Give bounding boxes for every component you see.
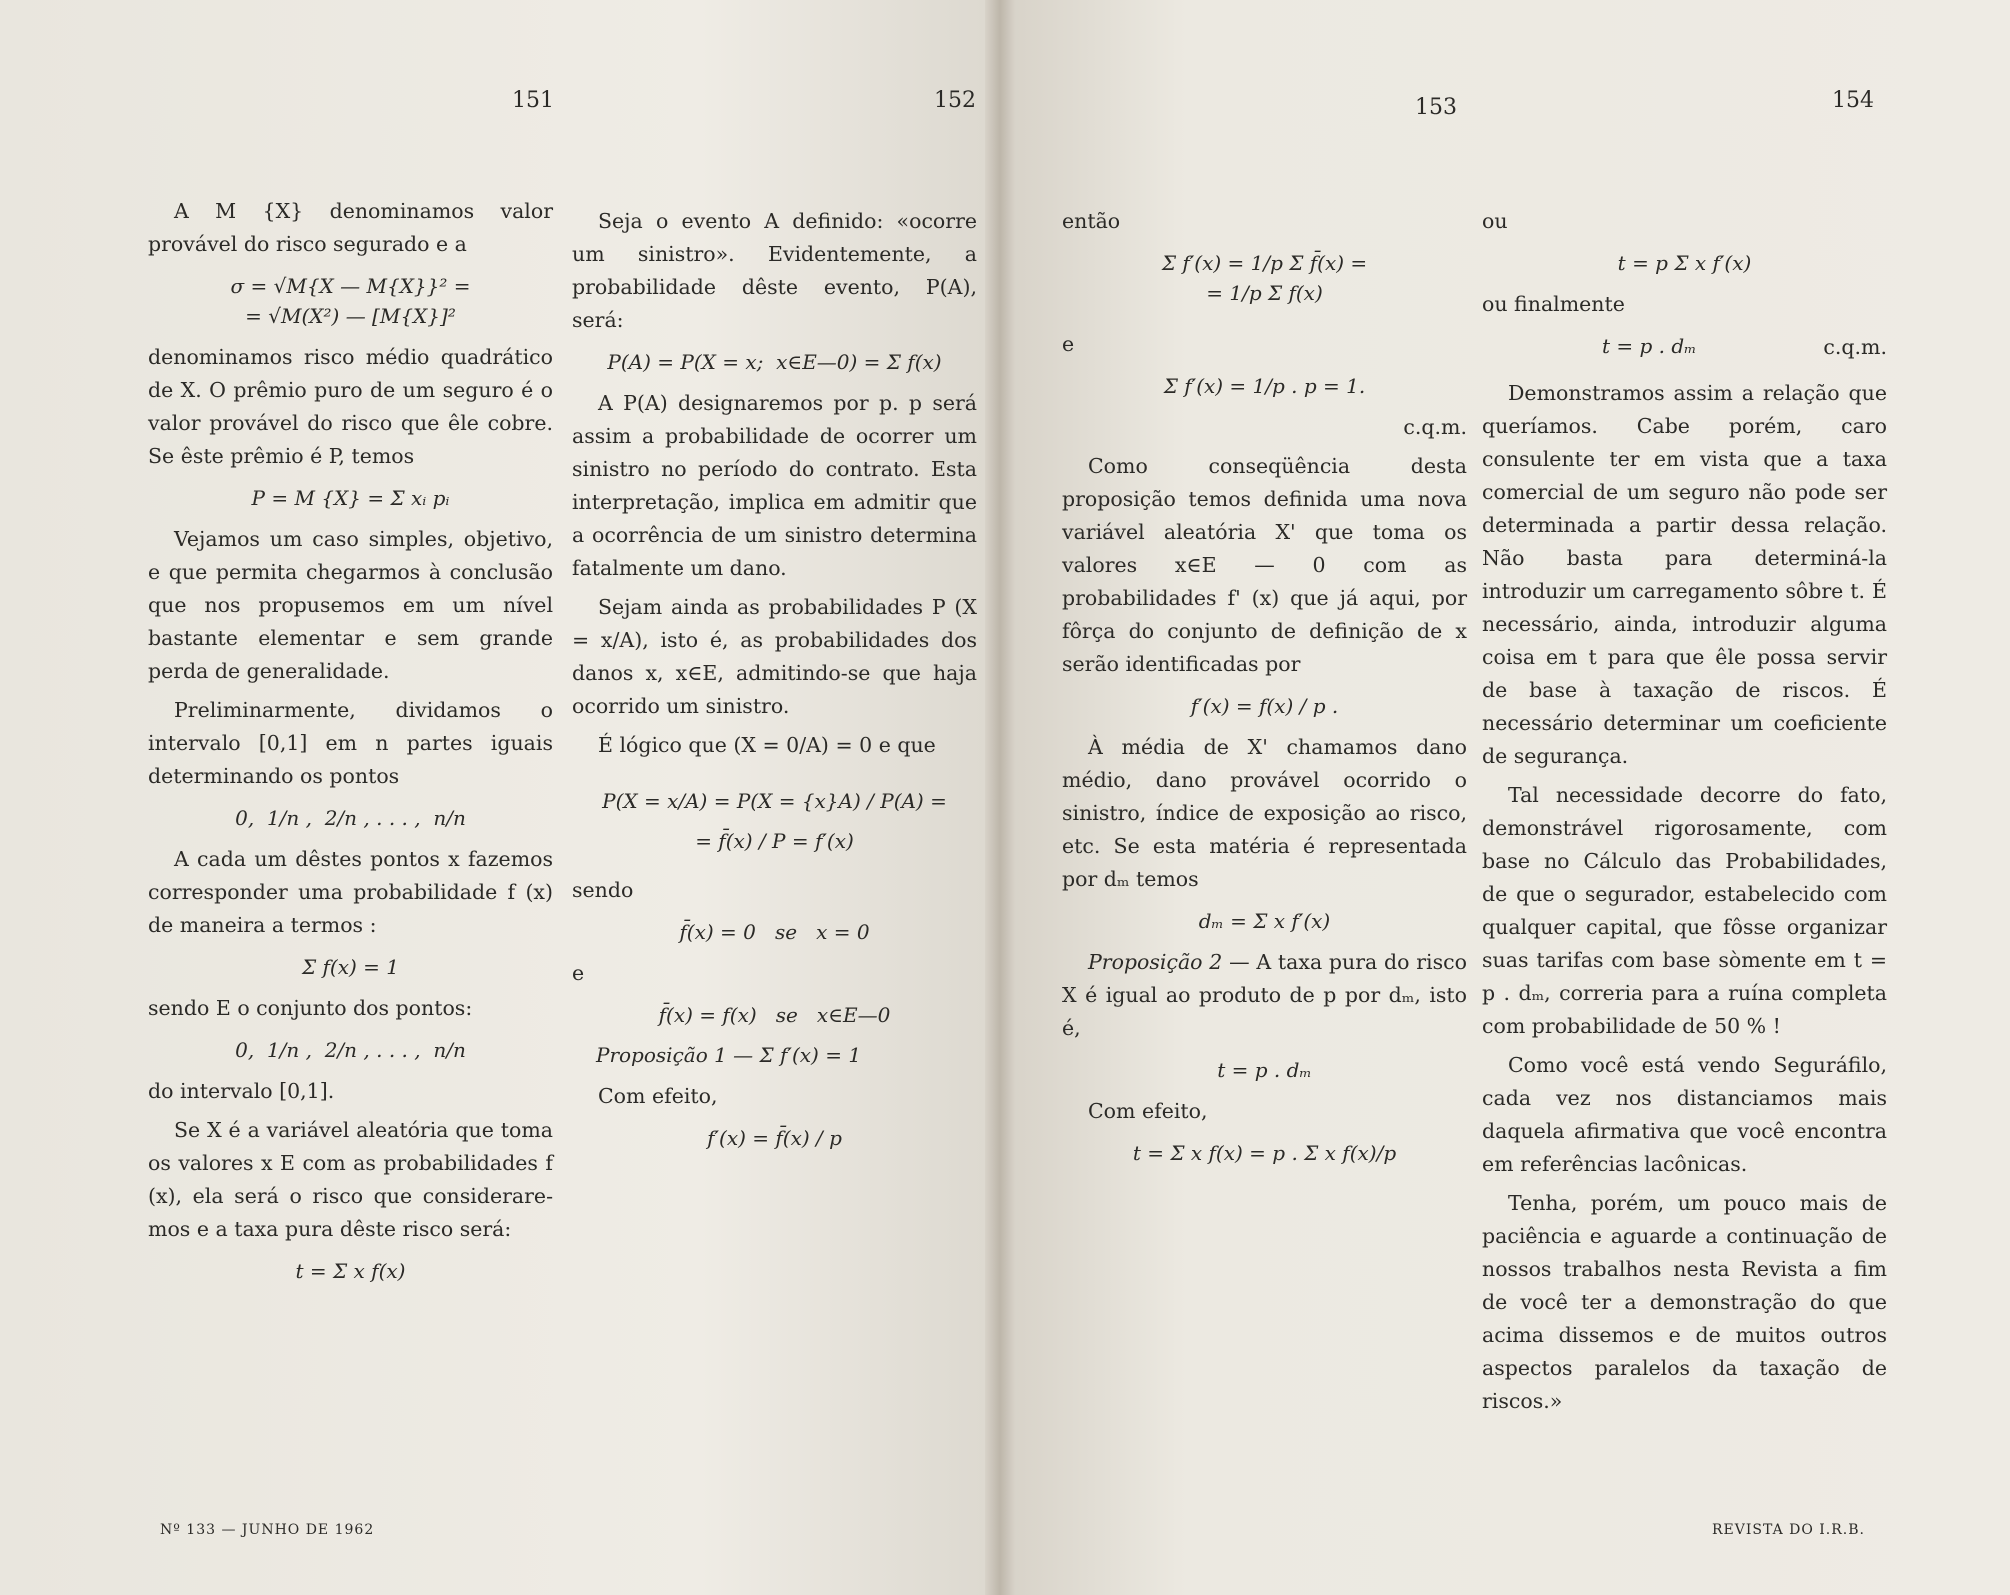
paragraph: então [1062, 209, 1121, 233]
cqm: c.q.m. [1823, 335, 1887, 359]
book-gutter [985, 0, 1015, 1595]
page-number-153: 153 [1415, 95, 1457, 120]
equation-sum-f-prime: Σ f′(x) = 1/p Σ f̄(x) = = 1/p Σ f(x) [1161, 251, 1368, 305]
page-number-152: 152 [934, 88, 976, 113]
equation-premium: P = M {X} = Σ xᵢ pᵢ [251, 486, 450, 510]
paragraph: À média de X' chamamos dano médio, dano provável ocorrido o sinistro, índice de exposição ao risco, etc. Se esta matéria é representada por dₘ temos [1062, 735, 1467, 891]
paragraph: Vejamos um caso simples, objetivo, e que permita chegarmos à conclusão que nos propusemos em um nível bastante elementar e sem grande perda de generalidade. [148, 527, 553, 683]
paragraph: ou [1482, 209, 1508, 233]
paragraph: Como você está vendo Seguráfilo, cada vez nos distanciamos mais daquela afirmativa que você encontra em referências lacônicas. [1482, 1053, 1887, 1176]
equation-final: t = p . dₘ [1602, 334, 1697, 358]
equation-conditional: P(X = x/A) = P(X = {x}A) / P(A) = [602, 789, 947, 813]
paragraph: Tenha, porém, um pouco mais de paciência e aguarde a continuação de nossos trabalhos nesta Revista a fim de você ter a demonstração do que acima dissemos e de muitos outros aspectos paralelos da taxação de riscos.» [1482, 1191, 1887, 1413]
paragraph: Sejam ainda as probabilidades P (X = x/A), isto é, as probabilidades dos danos x, x∈E, admitindo-se que haja ocorrido um sinistro. [572, 595, 977, 718]
paragraph: É lógico que (X = 0/A) = 0 e que [598, 733, 936, 757]
equation-sigma: σ = √M{X — M{X}}² = = √M(X²) — [M{X}]² [230, 274, 471, 328]
paragraph: Como conseqüência desta proposição temos definida uma nova variável aleatória X' que toma os valores x∈E — 0 com as probabilidades f' (x) que já aqui, por fôrça do conjunto de definição de x serão identificadas por [1062, 454, 1467, 676]
paragraph: e [572, 961, 585, 985]
equation-f-prime-identified: f′(x) = f(x) / p . [1190, 694, 1339, 718]
paragraph: A M {X} denominamos valor provável do risco segurado e a [148, 199, 553, 256]
equation-f-bar-f: f̄(x) = f(x) se x∈E—0 [658, 1003, 891, 1027]
equation-f-prime: = f̄(x) / P = f′(x) [695, 829, 854, 853]
equation-points-2: 0, 1/n , 2/n , . . . , n/n [235, 1038, 466, 1062]
equation-taxa-pura: t = Σ x f(x) [295, 1259, 406, 1283]
paragraph: A cada um dêstes pontos x fazemos corresponder uma probabilidade f (x) de maneira a termos : [148, 847, 553, 937]
equation-f-bar-zero: f̄(x) = 0 se x = 0 [679, 920, 870, 944]
proposition-label: Proposição 1 [596, 1043, 727, 1067]
paragraph: denominamos risco médio quadrático de X. O prêmio puro de um seguro é o valor provável do risco que êle cobre. Se êste prêmio é P, temos [148, 345, 553, 468]
column-page-152 [572, 205, 977, 1163]
equation-prob-a: P(A) = P(X = x; x∈E—0) = Σ f(x) [607, 350, 942, 374]
paragraph: do intervalo [0,1]. [148, 1079, 335, 1103]
equation-t-expand: t = Σ x f(x) = p . Σ x f(x)/p [1132, 1141, 1397, 1165]
paragraph: sendo E o conjunto dos pontos: [148, 996, 473, 1020]
final-equation-row [1482, 327, 1887, 365]
paragraph: Se X é a variável aleatória que toma os valores x E com as probabilidades f (x), ela será o risco que consideraremos e a taxa pura dêste risco será: [148, 1118, 553, 1241]
page-number-151: 151 [512, 88, 554, 113]
equation-sum-equals-one: Σ f′(x) = 1/p . p = 1. [1163, 374, 1366, 398]
proposition-1 [572, 1040, 977, 1070]
footer-issue: Nº 133 — JUNHO DE 1962 [160, 1522, 375, 1538]
cqm: c.q.m. [1403, 415, 1467, 439]
paragraph: e [1062, 332, 1075, 356]
proposition-2 [1062, 946, 1467, 1045]
paragraph: Com efeito, [598, 1084, 718, 1108]
paragraph: Demonstramos assim a relação que queríamos. Cabe porém, caro consulente ter em vista que a taxa comercial de um seguro não pode ser determinada a partir dessa relação. Não basta para determiná-la introduzir um carregamento sôbre t. É necessário, ainda, introduzir alguma coisa em t para que êle possa servir de base à taxação de riscos. É necessário determinar um coeficiente de segurança. [1482, 381, 1887, 768]
column-page-151 [148, 195, 553, 1296]
proposition-label: Proposição 2 [1088, 950, 1223, 974]
paragraph: sendo [572, 878, 634, 902]
paragraph: ou finalmente [1482, 292, 1625, 316]
paragraph: Com efeito, [1088, 1099, 1208, 1123]
equation-t-pdm: t = p . dₘ [1217, 1058, 1312, 1082]
equation-sum-f: Σ f(x) = 1 [302, 955, 399, 979]
column-page-154 [1482, 205, 1887, 1424]
page-number-154: 154 [1832, 88, 1874, 113]
proposition-text: — A taxa pura do risco X é igual ao produto de p por dₘ, isto é, [1062, 950, 1467, 1040]
equation-t-sum: t = p Σ x f′(x) [1617, 251, 1752, 275]
paragraph: Tal necessidade decorre do fato, demonstrável rigorosamente, com base no Cálculo das Probabilidades, de que o segurador, estabelecido com qualquer capital, que fôsse organizar suas tarifas com base sòmente em t = p . dₘ, correria para a ruína completa com probabilidade de 50 % ! [1482, 783, 1887, 1038]
column-page-153 [1062, 205, 1467, 1178]
paragraph: Seja o evento A definido: «ocorre um sinistro». Evidentemente, a probabilidade dêste evento, P(A), será: [572, 209, 977, 332]
equation-points: 0, 1/n , 2/n , . . . , n/n [235, 806, 466, 830]
paragraph: Preliminarmente, dividamos o intervalo [0,1] em n partes iguais determinando os pontos [148, 698, 553, 788]
equation-prop-1: — Σ f′(x) = 1 [733, 1043, 862, 1067]
equation-f-prime-def: f′(x) = f̄(x) / p [707, 1126, 842, 1150]
footer-journal: REVISTA DO I.R.B. [1712, 1522, 1865, 1538]
paragraph: A P(A) designaremos por p. p será assim a probabilidade de ocorrer um sinistro no período do contrato. Esta interpretação, implica em admitir que a ocorrência de um sinistro determina fatalmente um dano. [572, 391, 977, 580]
equation-dm: dₘ = Σ x f′(x) [1198, 909, 1331, 933]
